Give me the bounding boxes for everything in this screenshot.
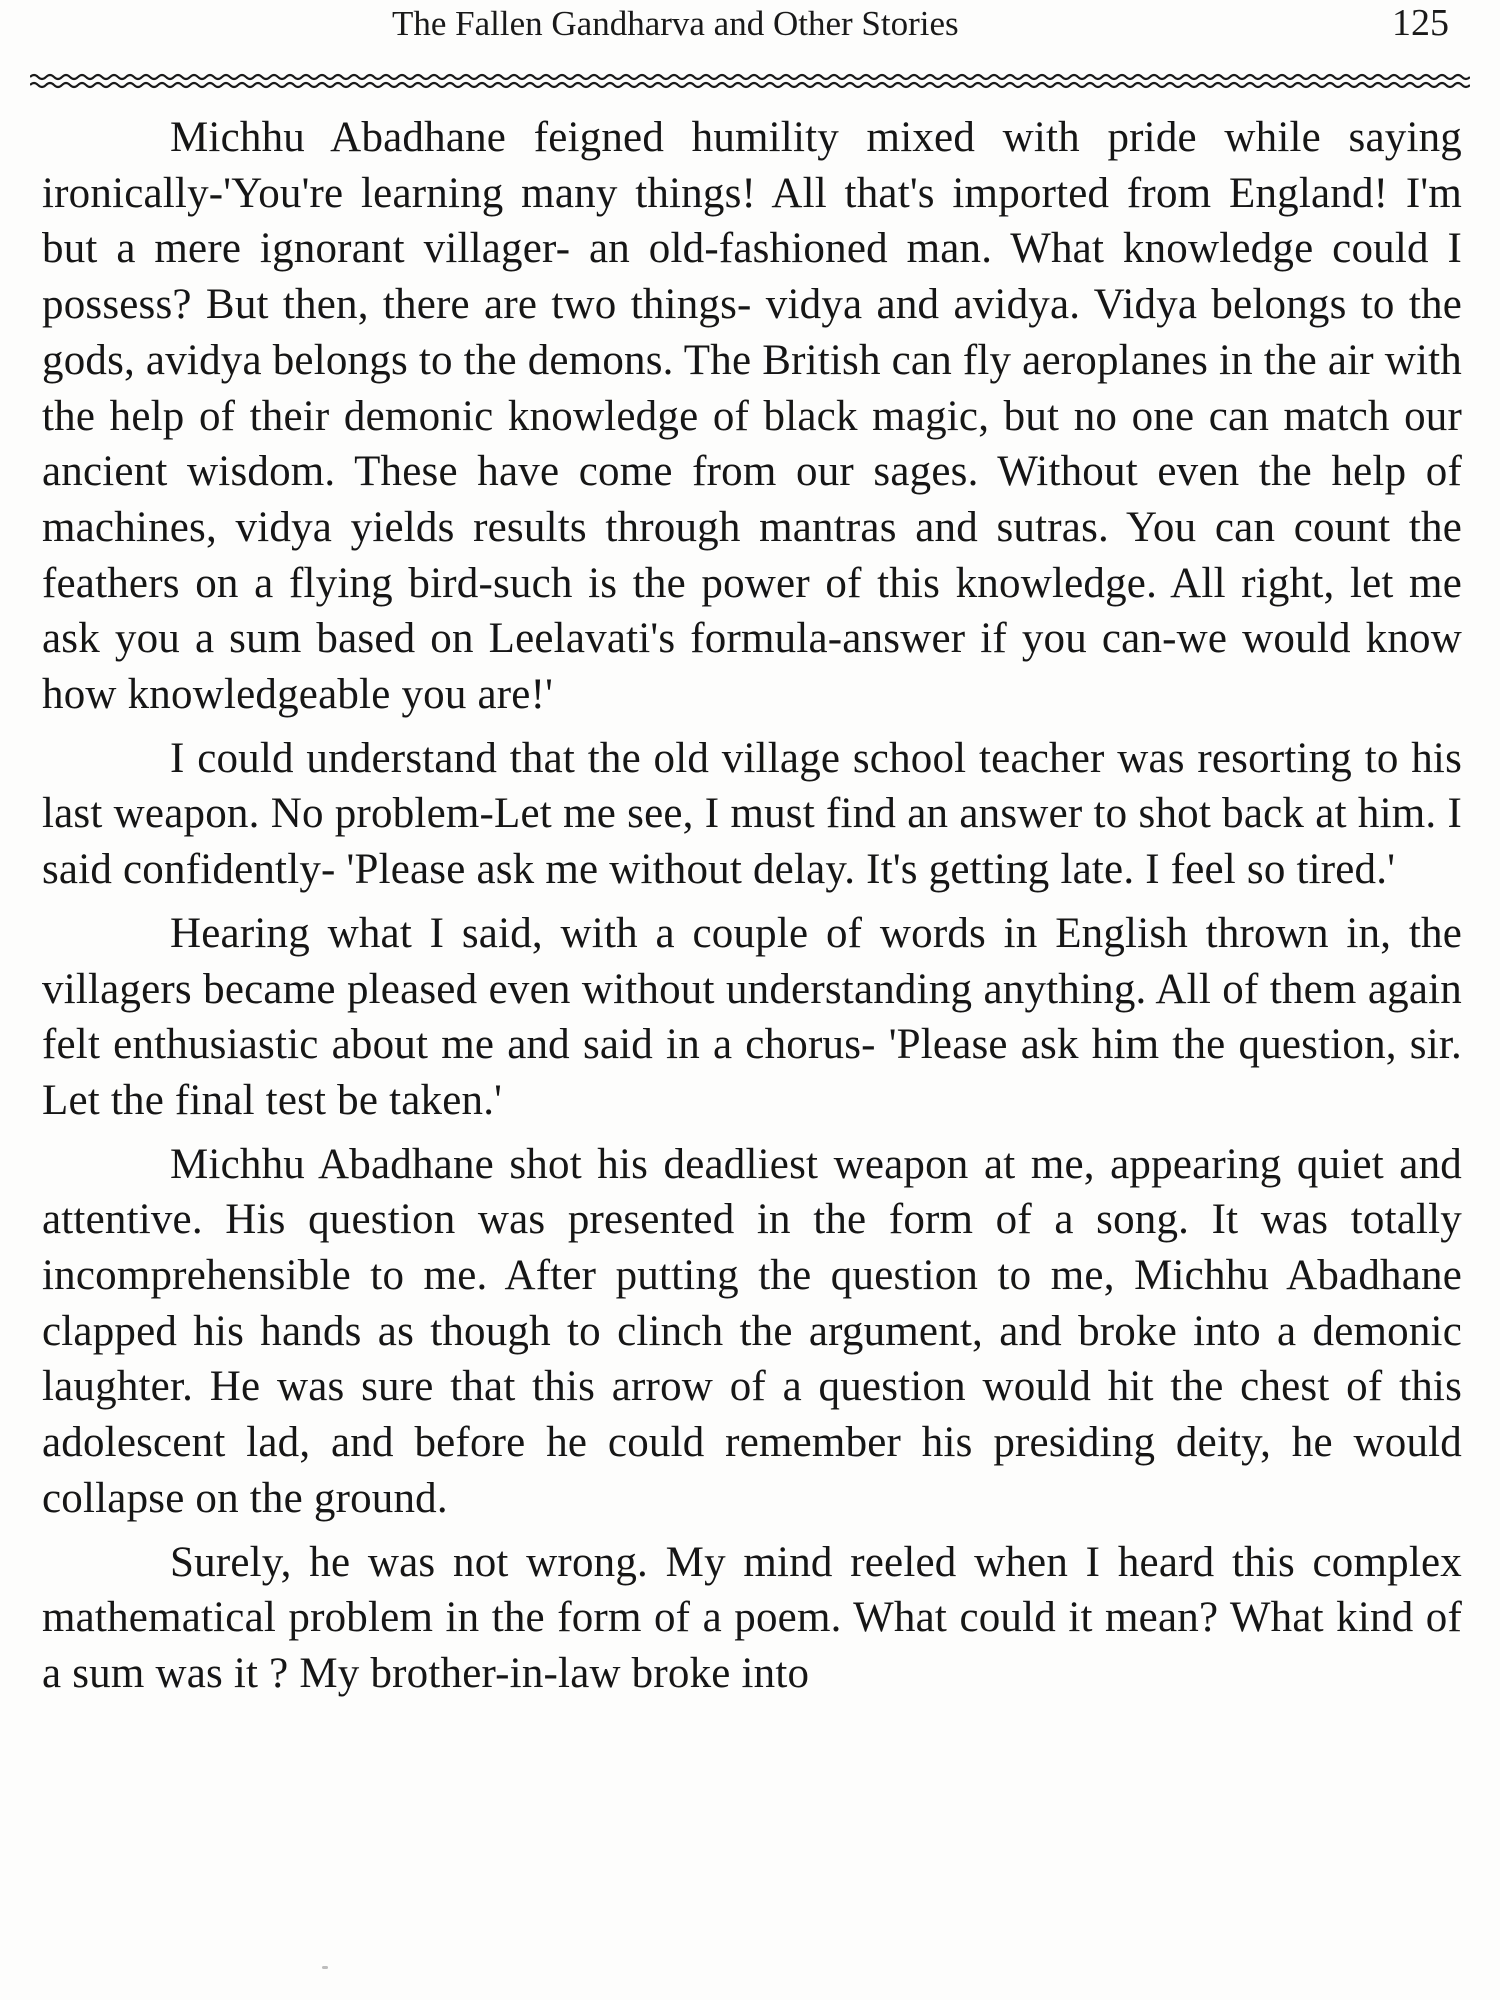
ink-speck (322, 1966, 328, 1969)
paragraph-3: Hearing what I said, with a couple of words in English thrown in, the villagers became pleased even without understanding anything. All of them again felt enthusiastic about me and said in a chorus- 'Please ask him the question, sir. Let the final test be taken.' (42, 909, 1462, 1124)
body-text (42, 110, 1462, 1710)
paragraph-5: Surely, he was not wrong. My mind reeled when I heard this complex mathematical problem in the form of a poem. What could it mean? What kind of a sum was it ? My brother-in-law broke into (42, 1538, 1462, 1697)
paragraph-4: Michhu Abadhane shot his deadliest weapon at me, appearing quiet and attentive. His question was presented in the form of a song. It was totally incomprehensible to me. After putting the question to me, Michhu Abadhane clapped his hands as though to clinch the argument, and broke into a demonic laughter. He was sure that this arrow of a question would hit the chest of this adolescent lad, and before he could remember his presiding deity, he would collapse on the ground. (42, 1140, 1462, 1522)
wavy-divider-rule (30, 70, 1470, 94)
paragraph-1: Michhu Abadhane feigned humility mixed with pride while saying ironically-'You're learning many things! All that's imported from England! I'm but a mere ignorant villager- an old-fashioned man. What knowledge could I possess? But then, there are two things- vidya and avidya. Vidya belongs to the gods, avidya belongs to the demons. The British can fly aeroplanes in the air with the help of their demonic knowledge of black magic, but no one can match our ancient wisdom. These have come from our sages. Without even the help of machines, vidya yields results through mantras and sutras. You can count the feathers on a flying bird-such is the power of this knowledge. All right, let me ask you a sum based on Leelavati's formula-answer if you can-we would know how knowledgeable you are!' (42, 114, 1462, 719)
page-header (0, 0, 1500, 70)
page-number: 125 (1392, 2, 1449, 44)
running-title: The Fallen Gandharva and Other Stories (392, 4, 959, 43)
paragraph-2: I could understand that the old village school teacher was resorting to his last weapon. No problem-Let me see, I must find an answer to shot back at him. I said confidently- 'Please ask me without delay. It's getting late. I feel so tired.' (42, 734, 1462, 894)
